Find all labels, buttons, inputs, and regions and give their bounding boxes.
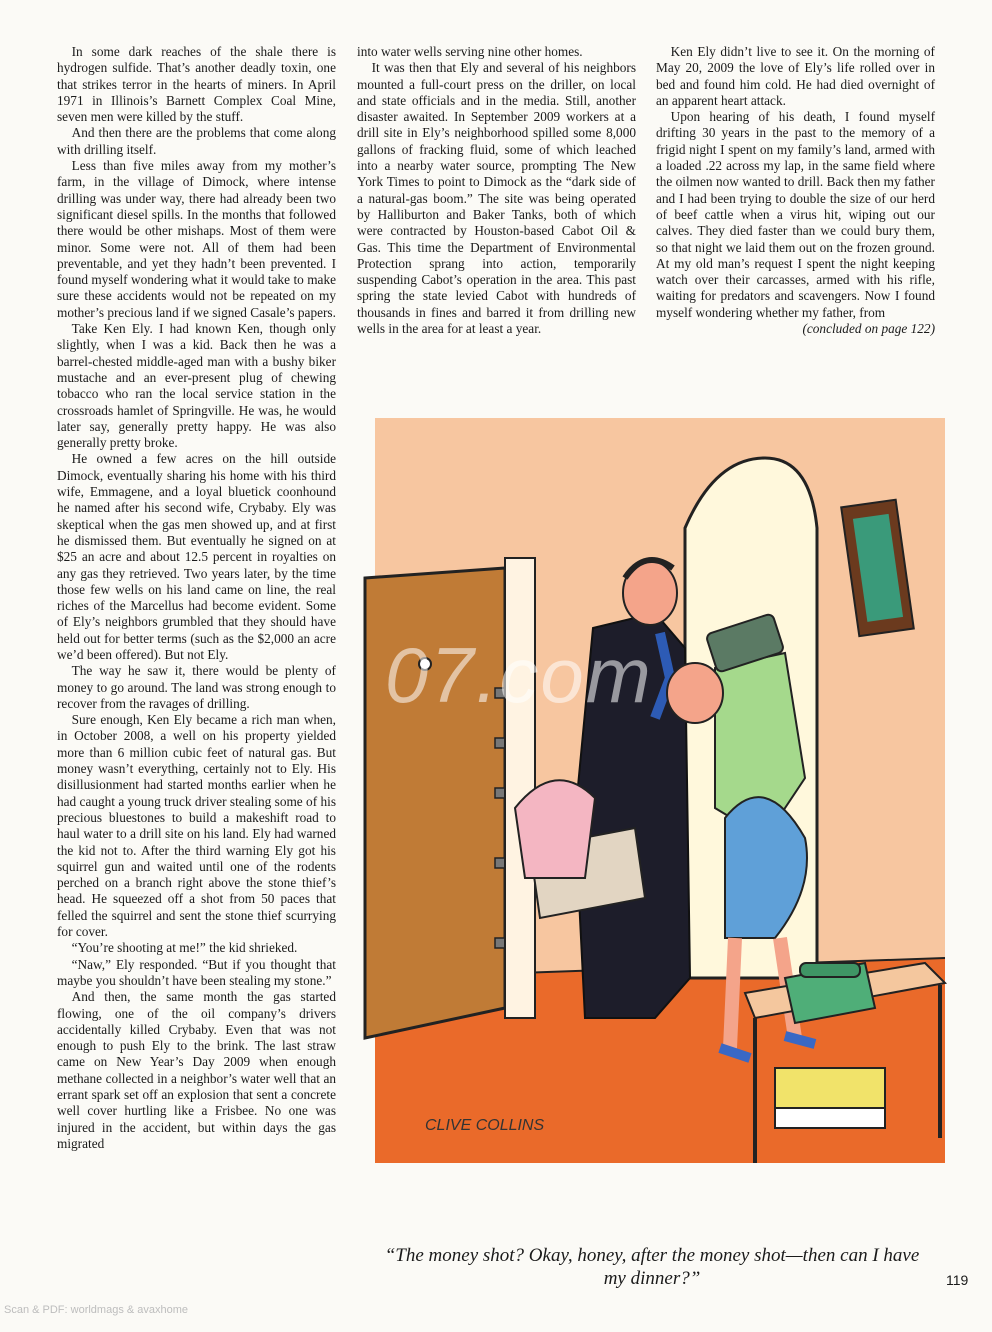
paragraph: “You’re shooting at me!” the kid shrieked. [71, 940, 298, 956]
page-number: 119 [946, 1272, 969, 1288]
paragraph: The way he saw it, there would be plenty of money to go around. The land was strong enough to recover from the ravages of drilling. [57, 663, 336, 711]
paragraph: into water wells serving nine other homes. [357, 44, 583, 59]
cartoon-signature: CLIVE COLLINS [425, 1117, 545, 1134]
continuation-note: (concluded on page 122) [802, 321, 935, 337]
paragraph: It was then that Ely and several of his neighbors mounted a full-court press on the driller, on local and state officials and in the media. Still, another disaster awaited. In September 2009 workers at a drill site in Ely’s neighborhood spilled some 8,000 gallons of fracking fluid, some of which leached into a nearby water source, prompting The New York Times to point to Dimock as the “dark side of a natural-gas boom.” The site was being operated by Halliburton and Baker Tanks, both of which were contracted by Houston-based Cabot Oil & Gas. This time the Department of Environmental Protection sprang into action, temporarily suspending Cabot’s operation in the area. This past spring the state levied Cabot with hundreds of thousands in fines and barred it from drilling new wells in the area for at least a year. [357, 60, 636, 337]
paragraph: Upon hearing of his death, I found myself drifting 30 years in the past to the memory of a frigid night I spent on my family’s land, armed with a loaded .22 across my lap, in the same field where the oilmen now wanted to drill. Back then my father and I had been trying to double the size of our herd of beef cattle when a virus hit, wiping out our calves. They died faster than we could bury them, so that night we laid them out on the frozen ground. At my old man’s request I spent the night keeping watch over their carcasses, armed with his rifle, waiting for predators and scavengers. Now I found myself wondering whether my father, from [656, 109, 935, 320]
cartoon-caption: “The money shot? Okay, honey, after the money shot—then can I have my dinner?” [384, 1245, 920, 1289]
paragraph: In some dark reaches of the shale there is hydrogen sulfide. That’s another deadly toxin, one that strikes terror in the hearts of miners. In April 1971 in Illinois’s Barnett Complex Coal Mine, seven men were killed by the stuff. [57, 44, 336, 125]
cartoon-books [775, 1068, 885, 1108]
paragraph: Sure enough, Ken Ely became a rich man when, in October 2008, a well on his property yielded more than 6 million cubic feet of natural gas. But money wasn’t everything, certainly not to Ely. His disillusionment had started months earlier when he had caught a young truck driver stealing some of his precious bluestones to build a makeshift road to haul water to a drill site on his land. Ely had warned the kid not to. After the third warning Ely got his squirrel gun and waited until one of the rodents perched on a branch right above the stone thief’s head. He squeezed off a shot from 50 paces that felled the squirrel and sent the stone thief scurrying for cover. [57, 712, 336, 940]
paragraph: Less than five miles away from my mother’s farm, in the village of Dimock, where intense drilling was under way, there had already been two significant diesel spills. In the months that followed there would be other mishaps. Most of them were minor. Some were not. All of them had been preventable, and yet they hadn’t been prevented. I found myself wondering what it would take to make sure these accidents would not be repeated on my mother’s precious land if we signed Casale’s papers. [57, 158, 336, 320]
scan-credit: Scan & PDF: worldmags & avaxhome [4, 1304, 189, 1316]
cartoon-illustration [355, 418, 955, 1163]
article-column-1 [57, 44, 336, 1152]
article-column-3 [656, 44, 935, 337]
paragraph: Ken Ely didn’t live to see it. On the morning of May 20, 2009 the love of Ely’s life rolled over in bed and found him cold. He had died overnight of an apparent heart attack. [656, 44, 935, 108]
watermark: 07.com [385, 631, 653, 719]
paragraph: And then there are the problems that come along with drilling itself. [57, 125, 336, 157]
paragraph: And then, the same month the gas started flowing, one of the oil company’s drivers accidentally killed Crybaby. Even that was not enough to push Ely to the brink. The last straw came on New Year’s Day 2009 when enough methane collected in a neighbor’s water well that an errant spark set off an explosion that sent a concrete well cover hurtling like a Frisbee. No one was injured in the accident, but within days the gas migrated [57, 989, 336, 1151]
paragraph: “Naw,” Ely responded. “But if you thought that maybe you shouldn’t have been stealing my stone.” [57, 956, 336, 988]
cartoon-woman-head [667, 663, 723, 723]
article-column-2 [357, 44, 636, 337]
paragraph: He owned a few acres on the hill outside Dimock, eventually sharing his home with his third wife, Emmagene, and a loyal bluetick coonhound he named after his second wife, Crybaby. Ely was skeptical when the gas men showed up, and at first he dismissed them. But eventually he signed on at $25 an acre and about 12.5 percent in royalties on any gas they retrieved. Two years later, by the time those few wells on his land came on line, the real riches of the Marcellus had become evident. Some of Ely’s neighbors grumbled that they should have held out for better terms (such as the $2,000 an acre we’d been offered). But not Ely. [57, 451, 336, 662]
paragraph: Take Ken Ely. I had known Ken, though only slightly, when I was a kid. Back then he was a barrel-chested middle-aged man with a bushy biker mustache and an ever-present plug of chewing tobacco who ran the local service station in the crossroads hamlet of Springville. He was, he would later say, generally pretty happy. He was also generally pretty broke. [57, 321, 336, 451]
